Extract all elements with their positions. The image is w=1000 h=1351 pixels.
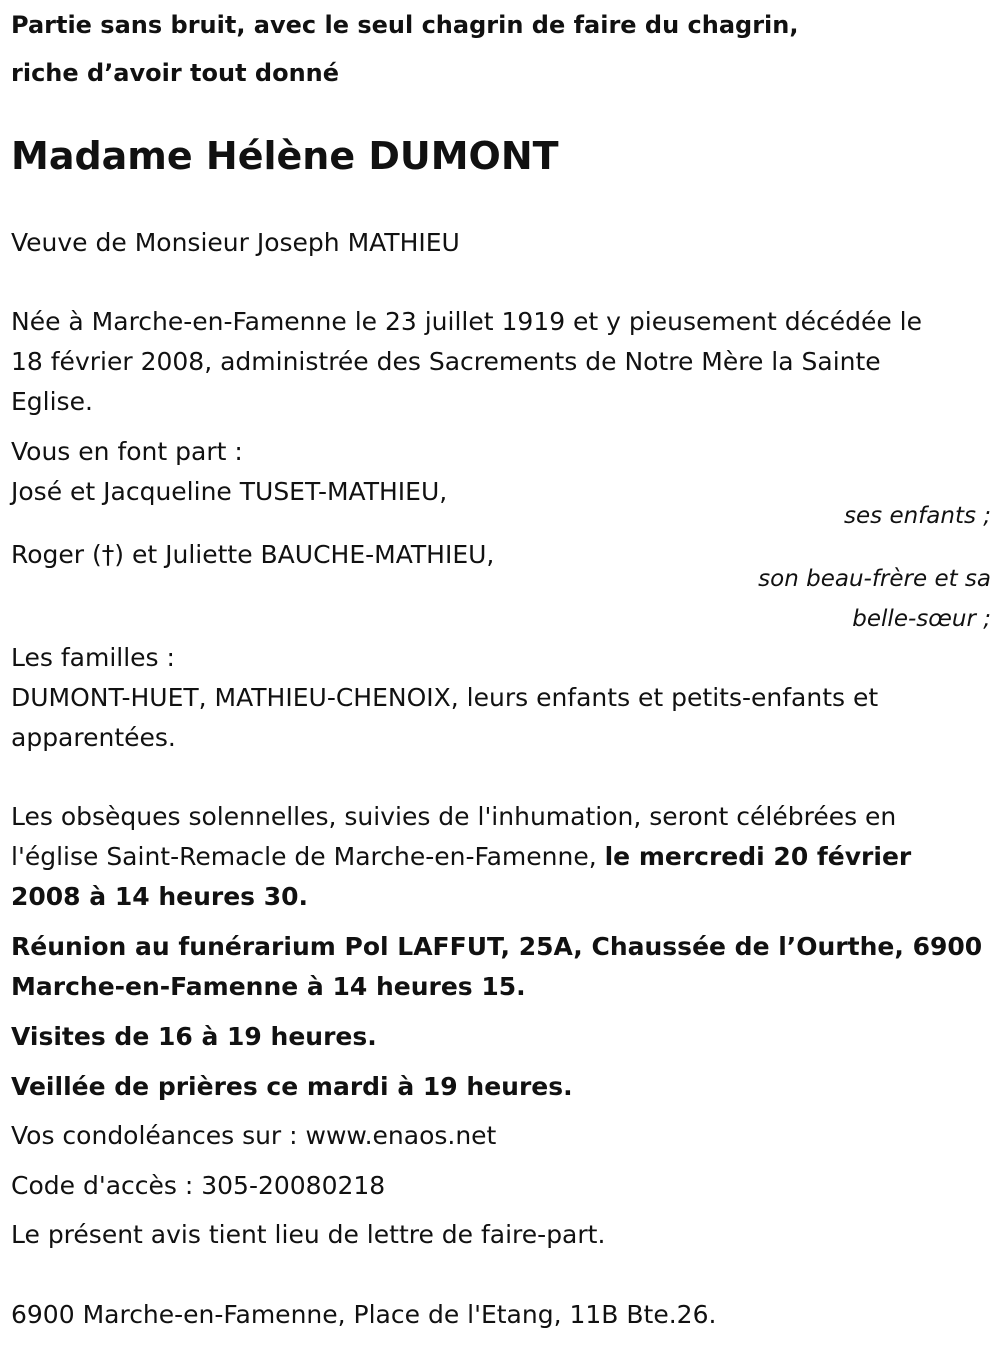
birth-line-2: 18 février 2008, administrée des Sacrements de Notre Mère la Sainte [11, 347, 881, 376]
funeral-date: le mercredi 20 février [604, 842, 912, 871]
notice-line: Le présent avis tient lieu de lettre de faire-part. [11, 1220, 606, 1249]
deceased-name: Madame Hélène DUMONT [11, 134, 559, 178]
intro-line-1: Partie sans bruit, avec le seul chagrin de faire du chagrin, [11, 11, 799, 39]
family-relation-1: ses enfants ; [844, 503, 991, 529]
family-relation-2a: son beau-frère et sa [758, 566, 991, 592]
condolences-line: Vos condoléances sur : www.enaos.net [11, 1121, 497, 1150]
birth-line-3: Eglise. [11, 387, 93, 416]
families-line-1: DUMONT-HUET, MATHIEU-CHENOIX, leurs enfants et petits-enfants et [11, 683, 879, 712]
widow-line: Veuve de Monsieur Joseph MATHIEU [11, 228, 460, 257]
intro-line-2: riche d’avoir tout donné [11, 59, 340, 87]
family-relation-2b: belle-sœur ; [852, 606, 991, 632]
access-code-line: Code d'accès : 305-20080218 [11, 1171, 386, 1200]
birth-line-1: Née à Marche-en-Famenne le 23 juillet 1919 et y pieusement décédée le [11, 307, 922, 336]
reunion-line-1: Réunion au funérarium Pol LAFFUT, 25A, Chaussée de l’Ourthe, 6900 [11, 932, 983, 961]
family-member-1: José et Jacqueline TUSET-MATHIEU, [11, 477, 448, 506]
vigil-line: Veillée de prières ce mardi à 19 heures. [11, 1072, 573, 1101]
visits-line: Visites de 16 à 19 heures. [11, 1022, 377, 1051]
funeral-time: 2008 à 14 heures 30. [11, 882, 309, 911]
family-member-2: Roger (†) et Juliette BAUCHE-MATHIEU, [11, 540, 495, 569]
families-label: Les familles : [11, 643, 175, 672]
funeral-line-2 [11, 842, 911, 872]
reunion-line-2: Marche-en-Famenne à 14 heures 15. [11, 972, 526, 1001]
funeral-line-1: Les obsèques solennelles, suivies de l'inhumation, seront célébrées en [11, 802, 897, 831]
announce-line: Vous en font part : [11, 437, 243, 466]
address-line: 6900 Marche-en-Famenne, Place de l'Etang, 11B Bte.26. [11, 1300, 717, 1329]
families-line-2: apparentées. [11, 723, 176, 752]
funeral-church: l'église Saint-Remacle de Marche-en-Famenne, [11, 842, 605, 871]
